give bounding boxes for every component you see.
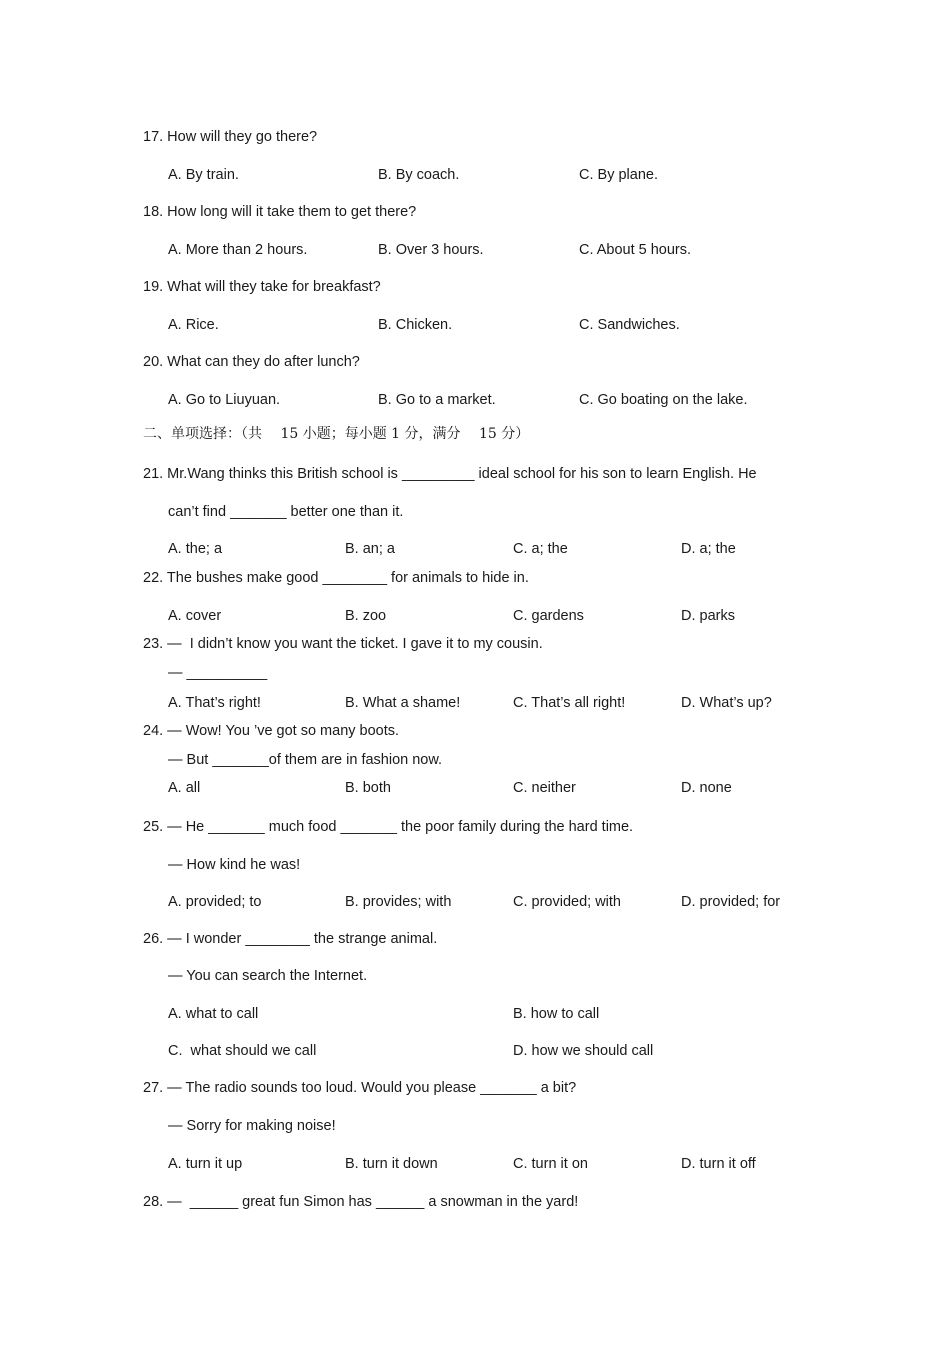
question-17-stem: 17. How will they go there?: [143, 129, 318, 145]
question-24-response: — But _______of them are in fashion now.: [168, 752, 443, 768]
q21-option-c: C. a; the: [513, 541, 568, 557]
q22-option-a: A. cover: [168, 608, 222, 624]
q25-option-b: B. provides; with: [345, 894, 452, 910]
q20-option-a: A. Go to Liuyuan.: [168, 392, 281, 408]
q17-option-c: C. By plane.: [579, 167, 658, 183]
q21-option-d: D. a; the: [681, 541, 736, 557]
q23-option-d: D. What’s up?: [681, 695, 772, 711]
q17-option-a: A. By train.: [168, 167, 239, 183]
q25-option-d: D. provided; for: [681, 894, 781, 910]
q23-option-c: C. That’s all right!: [513, 695, 626, 711]
q19-option-a: A. Rice.: [168, 317, 219, 333]
section-2-heading: 二、单项选择：（共 15 小题；每小题 1 分，满分 15 分）: [143, 426, 530, 442]
q18-option-a: A. More than 2 hours.: [168, 242, 308, 258]
q25-option-c: C. provided; with: [513, 894, 621, 910]
question-20-stem: 20. What can they do after lunch?: [143, 354, 360, 370]
q19-option-c: C. Sandwiches.: [579, 317, 680, 333]
q27-option-c: C. turn it on: [513, 1156, 588, 1172]
q21-option-a: A. the; a: [168, 541, 223, 557]
question-18-stem: 18. How long will it take them to get there?: [143, 204, 417, 220]
q24-option-b: B. both: [345, 780, 391, 796]
q22-option-d: D. parks: [681, 608, 735, 624]
question-28-stem: 28. — ______ great fun Simon has ______ a snowman in the yard!: [143, 1194, 579, 1210]
question-27-stem: 27. — The radio sounds too loud. Would you please _______ a bit?: [143, 1080, 577, 1096]
q18-option-b: B. Over 3 hours.: [378, 242, 484, 258]
question-21-stem-continued: can’t find _______ better one than it.: [168, 504, 404, 520]
q26-option-b: B. how to call: [513, 1006, 600, 1022]
question-24-stem: 24. — Wow! You ’ve got so many boots.: [143, 723, 400, 739]
question-25-response: — How kind he was!: [168, 857, 301, 873]
q26-option-d: D. how we should call: [513, 1043, 654, 1059]
q23-option-a: A. That’s right!: [168, 695, 261, 711]
q25-option-a: A. provided; to: [168, 894, 262, 910]
q24-option-c: C. neither: [513, 780, 576, 796]
q18-option-c: C. About 5 hours.: [579, 242, 692, 258]
q20-option-c: C. Go boating on the lake.: [579, 392, 748, 408]
question-23-stem: 23. — I didn’t know you want the ticket. I gave it to my cousin.: [143, 636, 543, 652]
question-27-response: — Sorry for making noise!: [168, 1118, 336, 1134]
q21-option-b: B. an; a: [345, 541, 395, 557]
question-21-stem: 21. Mr.Wang thinks this British school is _________ ideal school for his son to learn English. He: [143, 466, 757, 482]
q22-option-b: B. zoo: [345, 608, 387, 624]
q19-option-b: B. Chicken.: [378, 317, 453, 333]
q27-option-b: B. turn it down: [345, 1156, 438, 1172]
q26-option-c: C. what should we call: [168, 1043, 317, 1059]
question-26-response: — You can search the Internet.: [168, 968, 368, 984]
q24-option-d: D. none: [681, 780, 732, 796]
q27-option-a: A. turn it up: [168, 1156, 243, 1172]
q27-option-d: D. turn it off: [681, 1156, 756, 1172]
question-26-stem: 26. — I wonder ________ the strange animal.: [143, 931, 438, 947]
q26-option-a: A. what to call: [168, 1006, 259, 1022]
q22-option-c: C. gardens: [513, 608, 584, 624]
q24-option-a: A. all: [168, 780, 201, 796]
question-23-response: — __________: [168, 665, 268, 681]
question-19-stem: 19. What will they take for breakfast?: [143, 279, 381, 295]
q23-option-b: B. What a shame!: [345, 695, 461, 711]
q17-option-b: B. By coach.: [378, 167, 460, 183]
q20-option-b: B. Go to a market.: [378, 392, 496, 408]
question-22-stem: 22. The bushes make good ________ for animals to hide in.: [143, 570, 529, 586]
question-25-stem: 25. — He _______ much food _______ the poor family during the hard time.: [143, 819, 634, 835]
